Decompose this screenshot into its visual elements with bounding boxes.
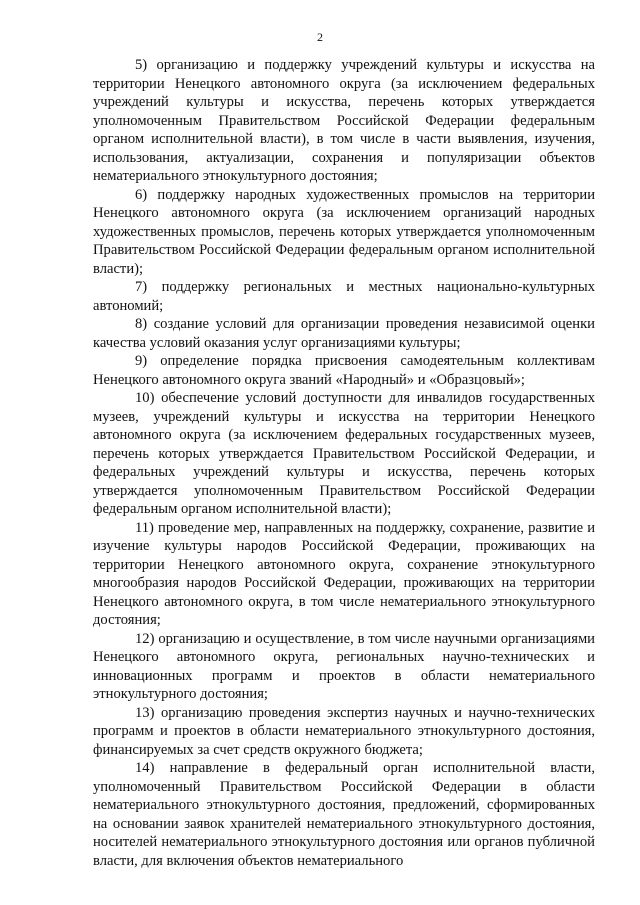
paragraph-item-11: 11) проведение мер, направленных на поддержку, сохранение, развитие и изучение культуры народов Российской Федерации, проживающих на территории Ненецкого автономного округа, сохранение этнокультурного многообразия народов Российской Федерации, проживающих на территории Ненецкого автономного округа, в том числе нематериального этнокультурного достояния;: [93, 519, 595, 628]
paragraph-item-9: 9) определение порядка присвоения самодеятельным коллективам Ненецкого автономного округа званий «Народный» и «Образцовый»;: [93, 353, 595, 388]
paragraph-item-14: 14) направление в федеральный орган исполнительной власти, уполномоченный Правительством Российской Федерации в области нематериального этнокультурного достояния, предложений, сформированных на основании заявок хранителей нематериального этнокультурного достояния, носителей нематериального этнокультурного достояния или органов публичной власти, для включения объектов нематериального: [93, 760, 595, 869]
paragraph-item-6: 6) поддержку народных художественных промыслов на территории Ненецкого автономного округа (за исключением организаций народных художественных промыслов, перечень которых утверждается уполномоченным Правительством Российской Федерации федеральным органом исполнительной власти);: [93, 186, 595, 277]
paragraph-item-5: 5) организацию и поддержку учреждений культуры и искусства на территории Ненецкого автономного округа (за исключением федеральных учреждений культуры и искусства, перечень которых утверждается уполномоченным Правительством Российской Федерации федеральным органом исполнительной власти), в том числе в части выявления, изучения, использования, актуализации, сохранения и популяризации объектов нематериального этнокультурного достояния;: [93, 57, 595, 184]
paragraph-item-13: 13) организацию проведения экспертиз научных и научно-технических программ и проектов в области нематериального этнокультурного достояния, финансируемых за счет средств окружного бюджета;: [93, 704, 595, 758]
page-number: 2: [317, 30, 323, 44]
paragraph-item-12: 12) организацию и осуществление, в том числе научными организациями Ненецкого автономного округа, региональных научно-технических и инновационных программ и проектов в области нематериального этнокультурного достояния;: [93, 630, 595, 702]
paragraph-item-7: 7) поддержку региональных и местных национально-культурных автономий;: [93, 279, 595, 314]
paragraph-item-10: 10) обеспечение условий доступности для инвалидов государственных музеев, учреждений культуры и искусства на территории Ненецкого автономного округа (за исключением федеральных государственных музеев, перечень которых утверждается Правительством Российской Федерации, и федеральных учреждений культуры и искусства, перечень которых утверждается уполномоченным Правительством Российской Федерации федеральным органом исполнительной власти);: [93, 390, 595, 517]
paragraph-item-8: 8) создание условий для организации проведения независимой оценки качества условий оказания услуг организациями культуры;: [93, 316, 595, 351]
